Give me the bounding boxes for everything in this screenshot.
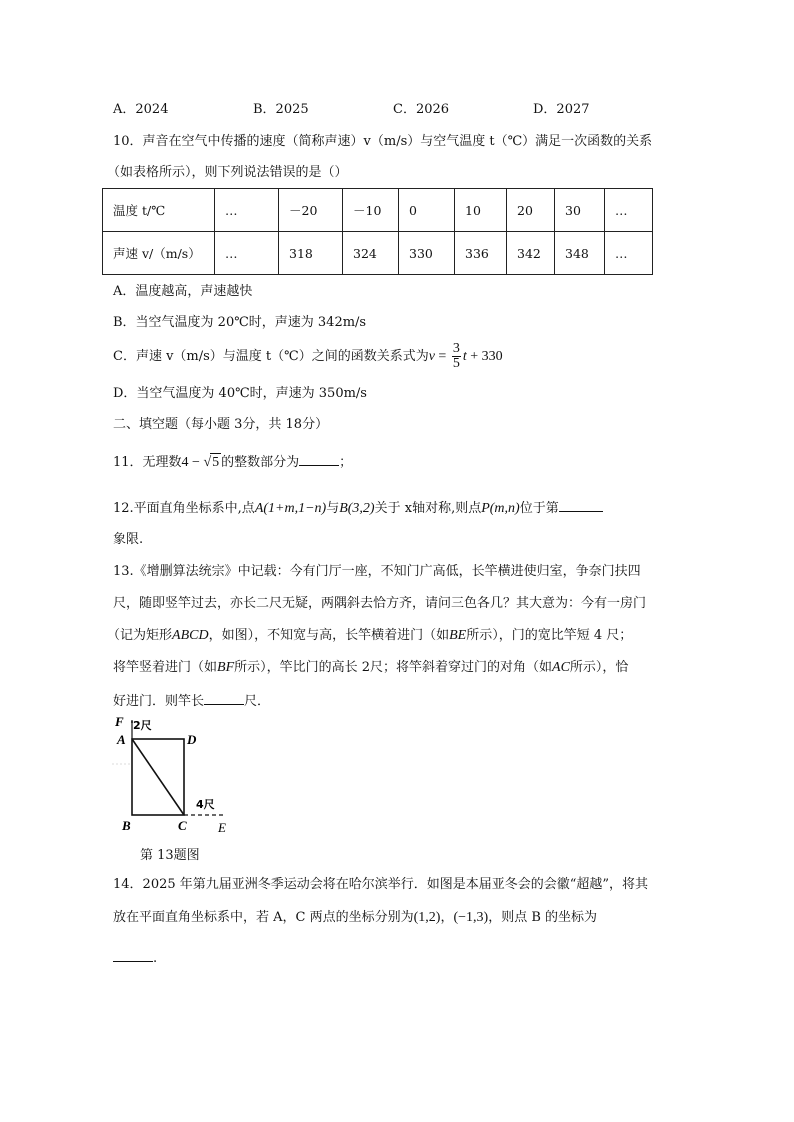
segment-bf: BF <box>217 660 235 675</box>
q12-text-c: 关于 x轴对称,则点 <box>374 501 482 516</box>
q14-comma: ， <box>440 910 454 925</box>
table-row-speed <box>103 232 653 275</box>
label-d: D <box>187 732 197 747</box>
table-cell: 324 <box>343 232 399 275</box>
coord-a: (1,2) <box>413 910 441 925</box>
q9-option-b: B．2025 <box>253 102 309 117</box>
q11-end: ； <box>339 455 353 470</box>
q14-end: . <box>153 951 158 966</box>
q13-line4-b: 所示），竿比门的高长 2尺；将竿斜着穿过门的对角（如 <box>234 660 553 675</box>
row-header-speed: 声速 v/（m/s） <box>103 232 215 275</box>
formula-equals: = <box>434 349 450 364</box>
q13-line3-c: 所示），门的宽比竿短 4 尺； <box>466 628 633 643</box>
door-diagram <box>112 712 242 837</box>
point-p: P(m,n) <box>481 501 520 516</box>
q9-option-d: D．2027 <box>533 102 590 117</box>
fraction-denominator: 5 <box>452 356 460 371</box>
q13-line2: 尺，随即竖竿过去，亦长二尺无疑，两隅斜去恰方齐，请问三色各几？其大意为：今有一房门 <box>113 596 647 611</box>
table-row-temperature <box>103 189 653 232</box>
table-cell: 342 <box>507 232 555 275</box>
table-cell: … <box>605 189 653 232</box>
table-cell: 0 <box>399 189 455 232</box>
q14-line2-b: ，则点 B 的坐标为 <box>488 910 598 925</box>
formula-constant: + 330 <box>466 349 503 364</box>
q11-suffix: 的整数部分为 <box>221 455 300 470</box>
section-heading: 二、填空题（每小题 3分，共 18分） <box>113 417 329 432</box>
q12-line2: 象限. <box>113 532 144 547</box>
rect-abcd: ABCD <box>172 628 209 643</box>
q11 <box>113 451 352 472</box>
answer-blank <box>559 497 603 512</box>
q14-line3 <box>113 947 157 968</box>
label-f: F <box>115 714 124 729</box>
label-4chi: 4尺 <box>196 798 215 811</box>
point-b: B(3,2) <box>339 501 375 516</box>
sqrt-sign: √ <box>203 455 212 470</box>
table-cell: 336 <box>455 232 507 275</box>
label-a: A <box>117 732 126 747</box>
q9-option-c: C．2026 <box>393 102 450 117</box>
table-cell: 318 <box>279 232 343 275</box>
label-c: C <box>178 818 187 833</box>
q11-prefix: 11．无理数 <box>113 455 182 470</box>
answer-blank <box>204 690 244 705</box>
q12-text-d: 位于第 <box>519 501 559 516</box>
segment-be: BE <box>449 628 467 643</box>
table-cell: 20 <box>507 189 555 232</box>
formula-fraction <box>452 342 461 371</box>
q12-text-a: 12.平面直角坐标系中,点 <box>113 501 255 516</box>
q13-line4-a: 将竿竖着进门（如 <box>113 660 218 675</box>
table-cell: －10 <box>343 189 399 232</box>
q13-line3-b: ，如图），不知宽与高，长竿横着进门（如 <box>208 628 450 643</box>
q14-line2-a: 放在平面直角坐标系中，若 A，C 两点的坐标分别为 <box>113 910 414 925</box>
label-e: E <box>218 820 226 835</box>
q12-line1 <box>113 497 603 518</box>
q14-line1: 14．2025 年第九届亚洲冬季运动会将在哈尔滨举行．如图是本届亚冬会的会徽“超越”，将其 <box>113 877 649 892</box>
segment-ac: AC <box>552 660 570 675</box>
q11-expr: 4 − <box>181 455 204 470</box>
q13-line4-c: 所示），恰 <box>569 660 629 675</box>
table-cell: 30 <box>555 189 605 232</box>
q13-line3-a: （记为矩形 <box>107 628 173 643</box>
table-cell: 348 <box>555 232 605 275</box>
q10-option-a: A．温度越高，声速越快 <box>113 284 253 299</box>
q13-line5-b: 尺． <box>244 694 271 709</box>
answer-blank <box>113 947 153 962</box>
q13-line4 <box>113 659 628 677</box>
table-cell: 330 <box>399 232 455 275</box>
label-2chi: 2尺 <box>133 719 152 732</box>
label-b: B <box>122 818 131 833</box>
q13-line5 <box>113 690 270 711</box>
q10-data-table <box>102 188 653 275</box>
table-cell: 10 <box>455 189 507 232</box>
table-cell: … <box>215 232 279 275</box>
q10-option-b: B．当空气温度为 20℃时，声速为 342m/s <box>113 315 367 330</box>
q13-line5-a: 好进门．则竿长 <box>113 694 205 709</box>
row-header-temperature: 温度 t/℃ <box>103 189 215 232</box>
table-cell: … <box>605 232 653 275</box>
answer-blank <box>299 451 339 466</box>
q13-line3 <box>107 627 632 645</box>
q10-stem-line2: （如表格所示），则下列说法错误的是（） <box>107 165 348 180</box>
formula-v: v <box>428 349 435 364</box>
table-cell: －20 <box>279 189 343 232</box>
q10-option-d: D．当空气温度为 40℃时，声速为 350m/s <box>113 386 367 401</box>
coord-c: (−1,3) <box>453 910 489 925</box>
figure-caption: 第 13题图 <box>140 848 200 863</box>
q9-option-a: A．2024 <box>113 102 169 117</box>
sqrt-radicand: 5 <box>212 455 220 470</box>
point-a: A(1+m,1−n) <box>254 501 327 516</box>
fraction-numerator: 3 <box>452 341 460 356</box>
table-cell: … <box>215 189 279 232</box>
diagonal-ac <box>132 739 184 815</box>
q14-line2 <box>113 909 597 927</box>
q10-stem-line1: 10．声音在空气中传播的速度（简称声速）v（m/s）与空气温度 t（℃）满足一次函数的关系 <box>113 134 653 149</box>
q10-option-c <box>113 340 503 374</box>
q12-text-b: 与 <box>326 501 340 516</box>
formula-t: t <box>462 349 467 364</box>
q13-line1: 13.《增删算法统宗》中记载：今有门厅一座，不知门广高低，长竿横进使归室，争奈门扶四 <box>113 564 641 579</box>
q10-option-c-text: C．声速 v（m/s）与温度 t（℃）之间的函数关系式为 <box>113 349 429 364</box>
